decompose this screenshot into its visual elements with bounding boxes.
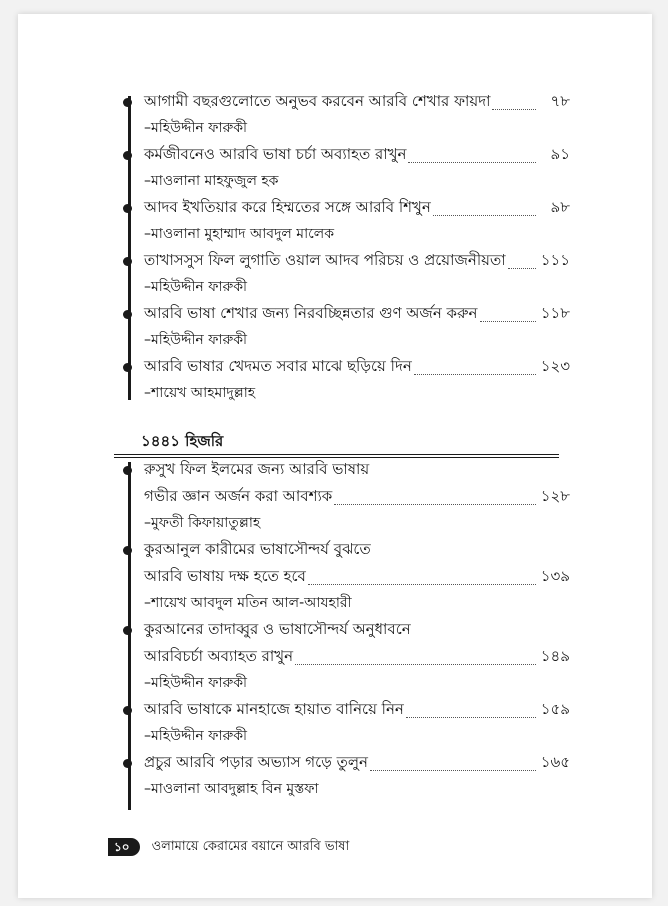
- entry-page: ১১১: [540, 251, 570, 269]
- bullet-icon: [123, 363, 132, 372]
- leader-dots: [334, 504, 536, 505]
- toc-entry[interactable]: [112, 749, 570, 802]
- toc-entry[interactable]: [112, 456, 570, 536]
- entry-title-line1: রুসুখ ফিল ইলমের জন্য আরবি ভাষায়: [144, 460, 370, 478]
- leader-dots: [370, 770, 536, 771]
- leader-dots: [414, 374, 536, 375]
- toc-entry[interactable]: [112, 194, 570, 247]
- leader-dots: [508, 268, 536, 269]
- entry-title: গভীর জ্ঞান অর্জন করা আবশ্যক: [144, 487, 333, 505]
- leader-dots: [480, 321, 537, 322]
- toc-entry[interactable]: [112, 247, 570, 300]
- toc-group-2: [112, 456, 570, 802]
- leader-dots: [433, 215, 536, 216]
- footer-page-number: ১০: [108, 838, 140, 856]
- leader-dots: [308, 584, 536, 585]
- toc-entry[interactable]: [112, 141, 570, 194]
- year-heading: ১৪৪১ হিজরি: [141, 432, 224, 450]
- entry-page: ৯৮: [550, 198, 570, 216]
- entry-page: ১২৩: [540, 357, 570, 375]
- toc-entry[interactable]: [112, 536, 570, 616]
- entry-page: ৭৮: [550, 92, 570, 110]
- entry-title: আদব ইখতিয়ার করে হিম্মতের সঙ্গে আরবি শিখুন: [144, 198, 431, 216]
- entry-page: ১১৮: [540, 304, 570, 322]
- entry-title: কর্মজীবনেও আরবি ভাষা চর্চা অব্যাহত রাখুন: [144, 145, 407, 163]
- entry-author: –মাওলানা মুহাম্মাদ আবদুল মালেক: [144, 226, 334, 242]
- entry-author: –মহিউদ্দীন ফারুকী: [144, 120, 248, 136]
- toc-entry[interactable]: [112, 88, 570, 141]
- entry-title: আরবি ভাষাকে মানহাজে হায়াত বানিয়ে নিন: [144, 700, 404, 718]
- entry-author: –মুফতী কিফায়াতুল্লাহ: [144, 515, 261, 531]
- entry-page: ১৫৯: [540, 700, 570, 718]
- entry-title: আরবি ভাষায় দক্ষ হতে হবে: [144, 567, 306, 585]
- entry-title-line1: কুরআনুল কারীমের ভাষাসৌন্দর্য বুঝতে: [144, 540, 371, 558]
- toc-group-1: [112, 88, 570, 406]
- entry-title: প্রচুর আরবি পড়ার অভ্যাস গড়ে তুলুন: [144, 753, 368, 771]
- bullet-icon: [123, 706, 132, 715]
- toc-entry[interactable]: [112, 300, 570, 353]
- entry-title: তাখাসসুস ফিল লুগাতি ওয়াল আদব পরিচয় ও প্রয়োজনীয়তা: [144, 251, 506, 269]
- entry-author: –মহিউদ্দীন ফারুকী: [144, 279, 248, 295]
- entry-author: –মহিউদ্দীন ফারুকী: [144, 728, 248, 744]
- entry-title: আরবিচর্চা অব্যাহত রাখুন: [144, 647, 294, 665]
- entry-author: –শায়েখ আবদুল মতিন আল-আযহারী: [144, 595, 352, 611]
- leader-dots: [295, 664, 536, 665]
- entry-title: আগামী বছরগুলোতে অনুভব করবেন আরবি শেখার ফায়দা: [144, 92, 491, 110]
- entry-page: ১৪৯: [540, 647, 570, 665]
- entry-page: ১৩৯: [540, 567, 570, 585]
- leader-dots: [492, 109, 536, 110]
- entry-title: আরবি ভাষার খেদমত সবার মাঝে ছড়িয়ে দিন: [144, 357, 412, 375]
- bullet-icon: [123, 151, 132, 160]
- bullet-icon: [123, 466, 132, 475]
- bullet-icon: [123, 310, 132, 319]
- entry-page: ১২৮: [540, 487, 570, 505]
- entry-title-line1: কুরআনের তাদাব্বুর ও ভাষাসৌন্দর্য অনুধাবনে: [144, 620, 411, 638]
- bullet-icon: [123, 546, 132, 555]
- bullet-icon: [123, 626, 132, 635]
- bullet-icon: [123, 98, 132, 107]
- leader-dots: [406, 717, 536, 718]
- entry-author: –মাওলানা মাহফুজুল হক: [144, 173, 279, 189]
- bullet-icon: [123, 759, 132, 768]
- entry-author: –মহিউদ্দীন ফারুকী: [144, 332, 248, 348]
- entry-author: –মাওলানা আবদুল্লাহ বিন মুস্তফা: [144, 781, 319, 797]
- leader-dots: [408, 162, 536, 163]
- footer-book-title: ওলামায়ে কেরামের বয়ানে আরবি ভাষা: [151, 838, 350, 854]
- bullet-icon: [123, 204, 132, 213]
- toc-entry[interactable]: [112, 616, 570, 696]
- entry-author: –শায়েখ আহমাদুল্লাহ: [144, 385, 256, 401]
- page-footer: [108, 838, 349, 856]
- entry-page: ৯১: [550, 145, 570, 163]
- toc-entry[interactable]: [112, 696, 570, 749]
- bullet-icon: [123, 257, 132, 266]
- entry-title: আরবি ভাষা শেখার জন্য নিরবচ্ছিন্নতার গুণ অর্জন করুন: [144, 304, 478, 322]
- toc-entry[interactable]: [112, 353, 570, 406]
- entry-author: –মহিউদ্দীন ফারুকী: [144, 675, 248, 691]
- entry-page: ১৬৫: [540, 753, 570, 771]
